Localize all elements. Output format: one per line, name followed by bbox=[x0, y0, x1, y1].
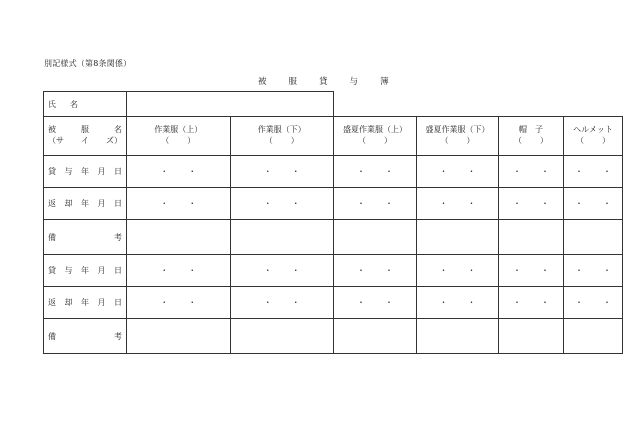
item-header-row bbox=[44, 117, 623, 156]
name-value-field[interactable] bbox=[127, 92, 334, 117]
remarks-cell[interactable] bbox=[127, 319, 231, 354]
size-label-part: （サ bbox=[48, 136, 64, 145]
label-char: 日 bbox=[114, 199, 122, 208]
name-label-cell bbox=[44, 92, 127, 117]
label-char: 年 bbox=[81, 199, 89, 208]
label-char: 月 bbox=[97, 199, 106, 208]
title-char: 与 bbox=[349, 77, 359, 87]
date-cell[interactable]: ・ ・ bbox=[230, 156, 334, 188]
date-cell[interactable]: ・ ・ bbox=[499, 255, 564, 287]
name-row bbox=[44, 92, 623, 117]
remarks-row bbox=[44, 220, 623, 255]
label-char: 月 bbox=[97, 167, 106, 176]
item-name: 盛夏作業服（上） bbox=[343, 125, 407, 135]
size-open: （ bbox=[264, 136, 273, 145]
remarks-cell[interactable] bbox=[499, 220, 564, 255]
size-label-part: イ bbox=[81, 136, 89, 145]
item-name: 盛夏作業服（下） bbox=[425, 125, 490, 135]
size-close: ） bbox=[466, 136, 475, 145]
item-header-3 bbox=[417, 117, 499, 156]
date-cell[interactable]: ・ ・ bbox=[230, 287, 334, 319]
item-label-cell bbox=[44, 117, 127, 156]
lend-date-row bbox=[44, 255, 623, 287]
item-header-1 bbox=[230, 117, 334, 156]
label-char: 与 bbox=[64, 167, 73, 176]
name-label-char: 氏 bbox=[48, 99, 56, 109]
size-close: ） bbox=[384, 136, 392, 145]
item-name: 作業服（上） bbox=[154, 125, 203, 135]
item-header-2 bbox=[334, 117, 417, 156]
date-cell[interactable]: ・ ・ bbox=[127, 156, 231, 188]
label-char: 日 bbox=[114, 298, 122, 307]
lend-date-label bbox=[44, 156, 127, 188]
item-header-0 bbox=[127, 117, 231, 156]
item-label-char: 名 bbox=[114, 125, 122, 135]
remarks-cell[interactable] bbox=[334, 220, 417, 255]
date-cell[interactable]: ・ ・ bbox=[334, 188, 417, 220]
remarks-cell[interactable] bbox=[230, 319, 334, 354]
return-date-label bbox=[44, 188, 127, 220]
date-cell[interactable]: ・ ・ bbox=[127, 188, 231, 220]
size-open: （ bbox=[440, 136, 449, 145]
title-char: 簿 bbox=[380, 77, 389, 87]
remarks-cell[interactable] bbox=[564, 319, 623, 354]
date-cell[interactable]: ・ ・ bbox=[417, 188, 499, 220]
label-char: 与 bbox=[64, 266, 73, 275]
date-cell[interactable]: ・ ・ bbox=[334, 255, 417, 287]
size-open: （ bbox=[514, 136, 522, 145]
size-close: ） bbox=[187, 136, 196, 145]
date-cell[interactable]: ・ ・ bbox=[499, 156, 564, 188]
size-close: ） bbox=[290, 136, 299, 145]
date-cell[interactable]: ・ ・ bbox=[564, 188, 623, 220]
date-cell[interactable]: ・ ・ bbox=[564, 255, 623, 287]
return-date-row bbox=[44, 287, 623, 319]
blank-area bbox=[334, 92, 623, 117]
label-char: 却 bbox=[64, 298, 73, 307]
label-char: 貸 bbox=[48, 167, 56, 176]
date-cell[interactable]: ・ ・ bbox=[230, 255, 334, 287]
item-name: 作業服（下） bbox=[257, 125, 306, 135]
size-open: （ bbox=[161, 136, 170, 145]
label-char: 却 bbox=[64, 199, 73, 208]
label-char: 備 bbox=[48, 232, 56, 242]
label-char: 返 bbox=[48, 298, 56, 307]
title-char: 貸 bbox=[319, 77, 328, 87]
size-close: ） bbox=[602, 136, 610, 145]
document-title bbox=[258, 75, 389, 87]
date-cell[interactable]: ・ ・ bbox=[417, 255, 499, 287]
name-label-char: 名 bbox=[70, 99, 78, 109]
date-cell[interactable]: ・ ・ bbox=[564, 287, 623, 319]
size-open: （ bbox=[358, 136, 366, 145]
date-cell[interactable]: ・ ・ bbox=[564, 156, 623, 188]
remarks-row bbox=[44, 319, 623, 354]
remarks-cell[interactable] bbox=[230, 220, 334, 255]
item-name: 帽 子 bbox=[519, 125, 543, 135]
item-label-char: 服 bbox=[81, 125, 89, 135]
date-cell[interactable]: ・ ・ bbox=[127, 255, 231, 287]
form-number-note: 別記様式（第8条関係） bbox=[44, 59, 132, 68]
title-char: 服 bbox=[288, 77, 298, 87]
label-char: 日 bbox=[114, 167, 122, 176]
return-date-row bbox=[44, 188, 623, 220]
date-cell[interactable]: ・ ・ bbox=[417, 156, 499, 188]
label-char: 年 bbox=[81, 266, 89, 275]
label-char: 貸 bbox=[48, 266, 56, 275]
item-header-4 bbox=[499, 117, 564, 156]
date-cell[interactable]: ・ ・ bbox=[127, 287, 231, 319]
remarks-cell[interactable] bbox=[564, 220, 623, 255]
remarks-cell[interactable] bbox=[417, 220, 499, 255]
label-char: 月 bbox=[97, 298, 106, 307]
size-open: （ bbox=[576, 136, 584, 145]
remarks-cell[interactable] bbox=[417, 319, 499, 354]
item-label-char: 被 bbox=[48, 125, 56, 135]
remarks-cell[interactable] bbox=[334, 319, 417, 354]
date-cell[interactable]: ・ ・ bbox=[417, 287, 499, 319]
label-char: 年 bbox=[81, 167, 89, 176]
label-char: 考 bbox=[114, 331, 122, 341]
item-header-5 bbox=[564, 117, 623, 156]
lend-date-row bbox=[44, 156, 623, 188]
date-cell[interactable]: ・ ・ bbox=[499, 287, 564, 319]
label-char: 考 bbox=[114, 232, 122, 242]
label-char: 年 bbox=[81, 298, 89, 307]
label-char: 備 bbox=[48, 331, 56, 341]
remarks-cell[interactable] bbox=[499, 319, 564, 354]
date-cell[interactable]: ・ ・ bbox=[334, 156, 417, 188]
date-cell[interactable]: ・ ・ bbox=[499, 188, 564, 220]
return-date-label bbox=[44, 287, 127, 319]
remarks-label bbox=[44, 319, 127, 354]
date-cell[interactable]: ・ ・ bbox=[334, 287, 417, 319]
label-char: 返 bbox=[48, 199, 56, 208]
date-cell[interactable]: ・ ・ bbox=[230, 188, 334, 220]
lend-date-label bbox=[44, 255, 127, 287]
size-close: ） bbox=[540, 136, 548, 145]
label-char: 月 bbox=[97, 266, 106, 275]
size-label-part: ズ） bbox=[106, 136, 122, 145]
remarks-label bbox=[44, 220, 127, 255]
item-name: ヘルメット bbox=[573, 125, 613, 135]
label-char: 日 bbox=[114, 266, 122, 275]
clothing-ledger-table bbox=[43, 91, 623, 354]
title-char: 被 bbox=[258, 77, 267, 87]
remarks-cell[interactable] bbox=[127, 220, 231, 255]
